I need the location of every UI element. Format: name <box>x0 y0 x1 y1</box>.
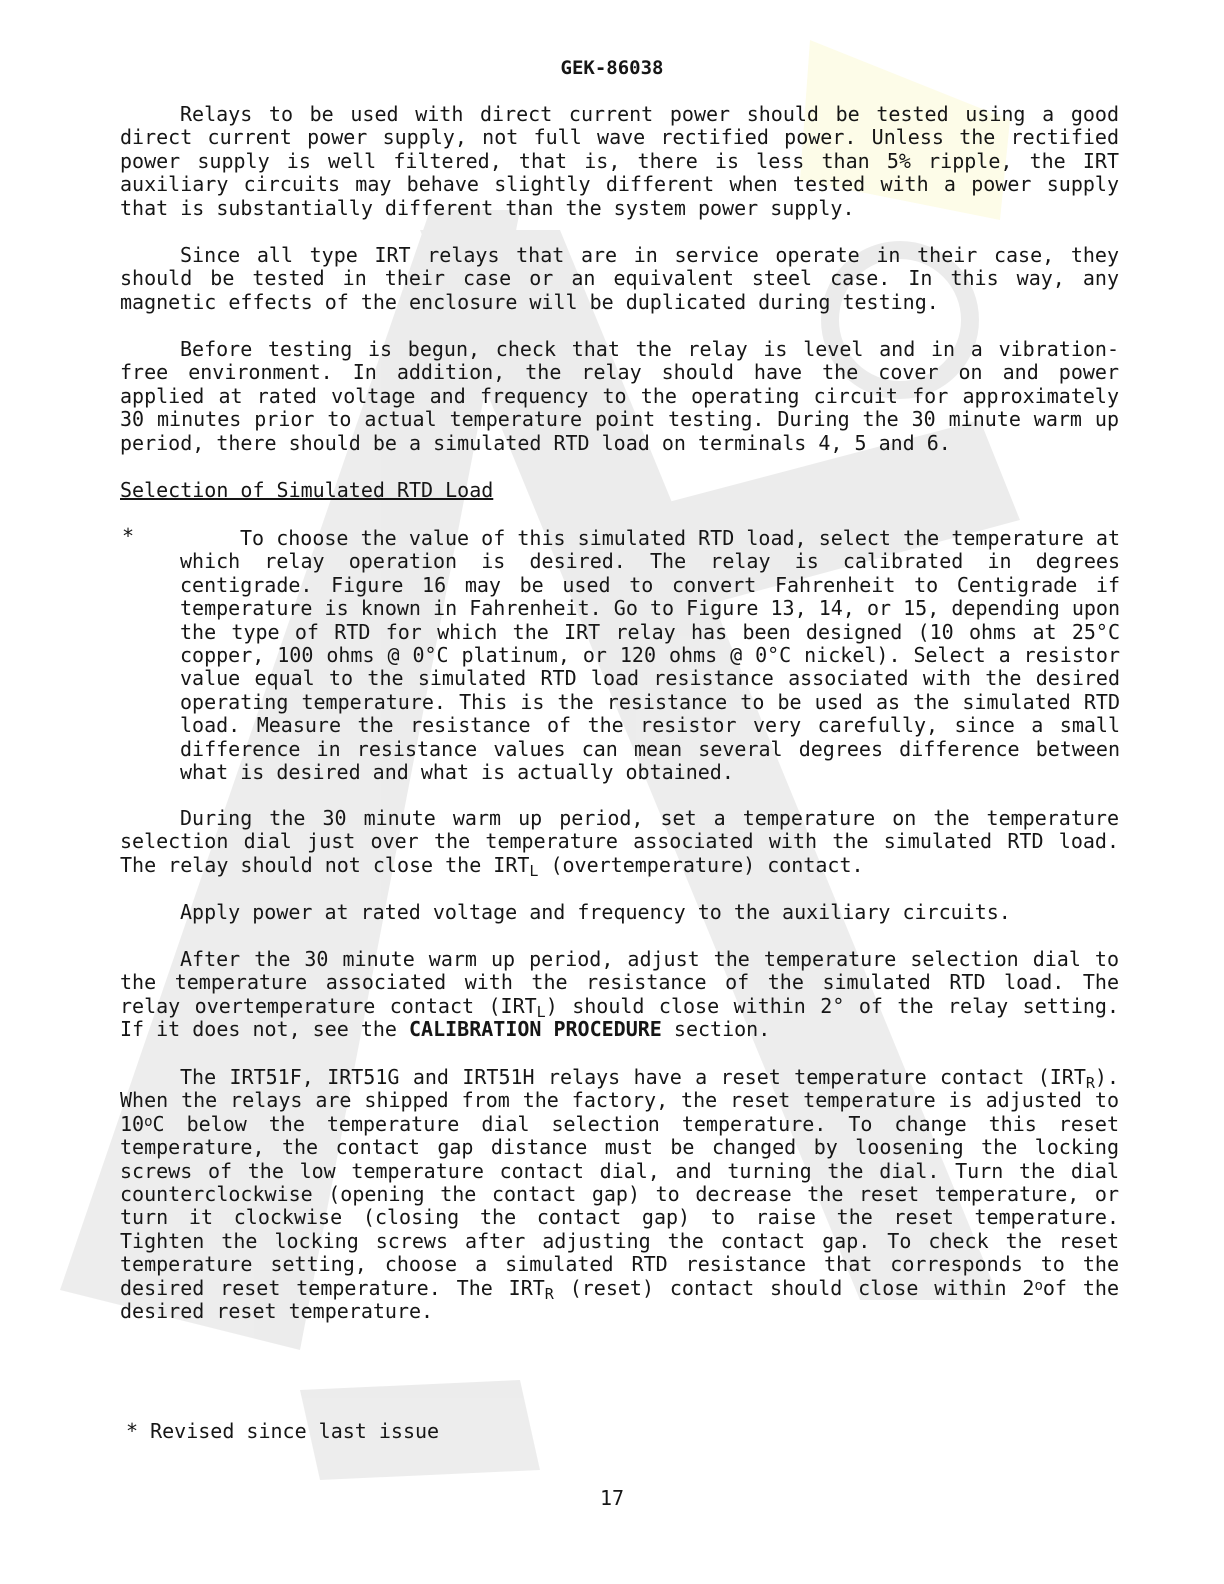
paragraph-text: After the 30 minute warm up period, adjust the temperature selection dial to the temperature associated with the resistance of the simulated RTD load. The relay overtemperature contact (IRT <box>120 947 1119 1018</box>
paragraph-text: Relays to be used with direct current power should be tested using a good direct current power supply, not full wave rectified power. Unless the rectified power supply is well filtered, that is, there is less than 5% ripple, the IRT auxiliary circuits may behave slightly different when tested with a power supply that is substantially different than the system power supply. <box>120 102 1119 220</box>
subscript-r: R <box>544 1284 554 1303</box>
subscript-l: L <box>529 861 539 880</box>
superscript-degree: o <box>1034 1277 1043 1294</box>
revised-marker: * <box>122 524 135 548</box>
calibration-procedure-ref: CALIBRATION PROCEDURE <box>408 1017 662 1042</box>
paragraph-warm-up-dial <box>120 806 1119 880</box>
paragraph-dc-power-supply <box>120 103 1119 220</box>
paragraph-steel-case <box>120 244 1119 314</box>
document-id: GEK-86038 <box>560 57 664 79</box>
paragraph-text: Before testing is begun, check that the relay is level and in a vibration-free environment. In addition, the relay should have the cover on and power applied at rated voltage and frequency to the operating circuit for approximately 30 minutes prior to actual temperature point testing. During the 30 minute warm up period, there should be a simulated RTD load on terminals 4, 5 and 6. <box>120 337 1119 455</box>
paragraph-text: ) should close within 2° of the relay setting. If it does not, see the <box>120 993 1119 1042</box>
subscript-l: L <box>536 1002 546 1021</box>
paragraph-text: To choose the value of this simulated RTD load, select the temperature at which relay operation is desired. The relay is calibrated in degrees centigrade. Figure 16 may be used to convert Fahrenheit to Centigrade if temperature is known in Fahrenheit. Go to Figure 13, 14, or 15, depending upon the type of RTD for which the IRT relay has been designed (10 ohms at 25°C copper, 100 ohms @ 0°C platinum, or 120 ohms @ 0°C nickel). Select a resistor value equal to the simulated RTD load resistance associated with the desired operating temperature. This is the resistance to be used as the simulated RTD load. Measure the resistance of the resistor very carefully, since a small difference in resistance values can mean several degrees difference between what is desired and what is actually obtained. <box>180 526 1120 785</box>
page-number: 17 <box>599 1486 625 1510</box>
paragraph-apply-power <box>120 901 1119 924</box>
section-heading: Selection of Simulated RTD Load <box>120 478 494 502</box>
paragraph-before-testing <box>120 338 1119 455</box>
paragraph-text: (overtemperature) contact. <box>538 852 864 877</box>
paragraph-text: ). When the relays are shipped from the factory, the reset temperature is adjusted to 10 <box>120 1065 1119 1136</box>
subscript-r: R <box>1085 1074 1095 1092</box>
paragraph-choose-rtd-load <box>180 527 1120 784</box>
superscript-degree: o <box>144 1113 153 1130</box>
paragraph-text: The IRT51F, IRT51G and IRT51H relays have a reset temperature contact (IRT <box>180 1065 1086 1089</box>
paragraph-after-warm-up <box>120 948 1119 1042</box>
paragraph-text: (reset) contact should close within 2 <box>553 1275 1035 1300</box>
paragraph-text: Apply power at rated voltage and frequency to the auxiliary circuits. <box>180 900 1011 924</box>
paragraph-text: section. <box>661 1017 771 1042</box>
paragraph-text: C below the temperature dial selection temperature. To change this reset temperature, the contact gap distance must be changed by loosening the locking screws of the low temperature contact dial, and turning the dial. Turn the dial counterclockwise (opening the contact gap) to decrease the reset temperature, or turn it clockwise (closing the contact gap) to raise the reset temperature. Tighten the locking screws after adjusting the contact gap. To check the reset temperature setting, choose a simulated RTD resistance that corresponds to the desired reset temperature. The IRT <box>120 1111 1119 1300</box>
paragraph-reset-temperature <box>120 1066 1119 1323</box>
paragraph-text: Since all type IRT relays that are in service operate in their case, they should be tested in their case or an equivalent steel case. In this way, any magnetic effects of the enclosure will be duplicated during testing. <box>120 243 1119 314</box>
paragraph-text: of the desired reset temperature. <box>120 1275 1119 1324</box>
footnote-revised: * Revised since last issue <box>126 1419 440 1443</box>
paragraph-text: During the 30 minute warm up period, set a temperature on the temperature selection dial just over the temperature associated with the simulated RTD load. The relay should not close the IRT <box>120 806 1119 877</box>
